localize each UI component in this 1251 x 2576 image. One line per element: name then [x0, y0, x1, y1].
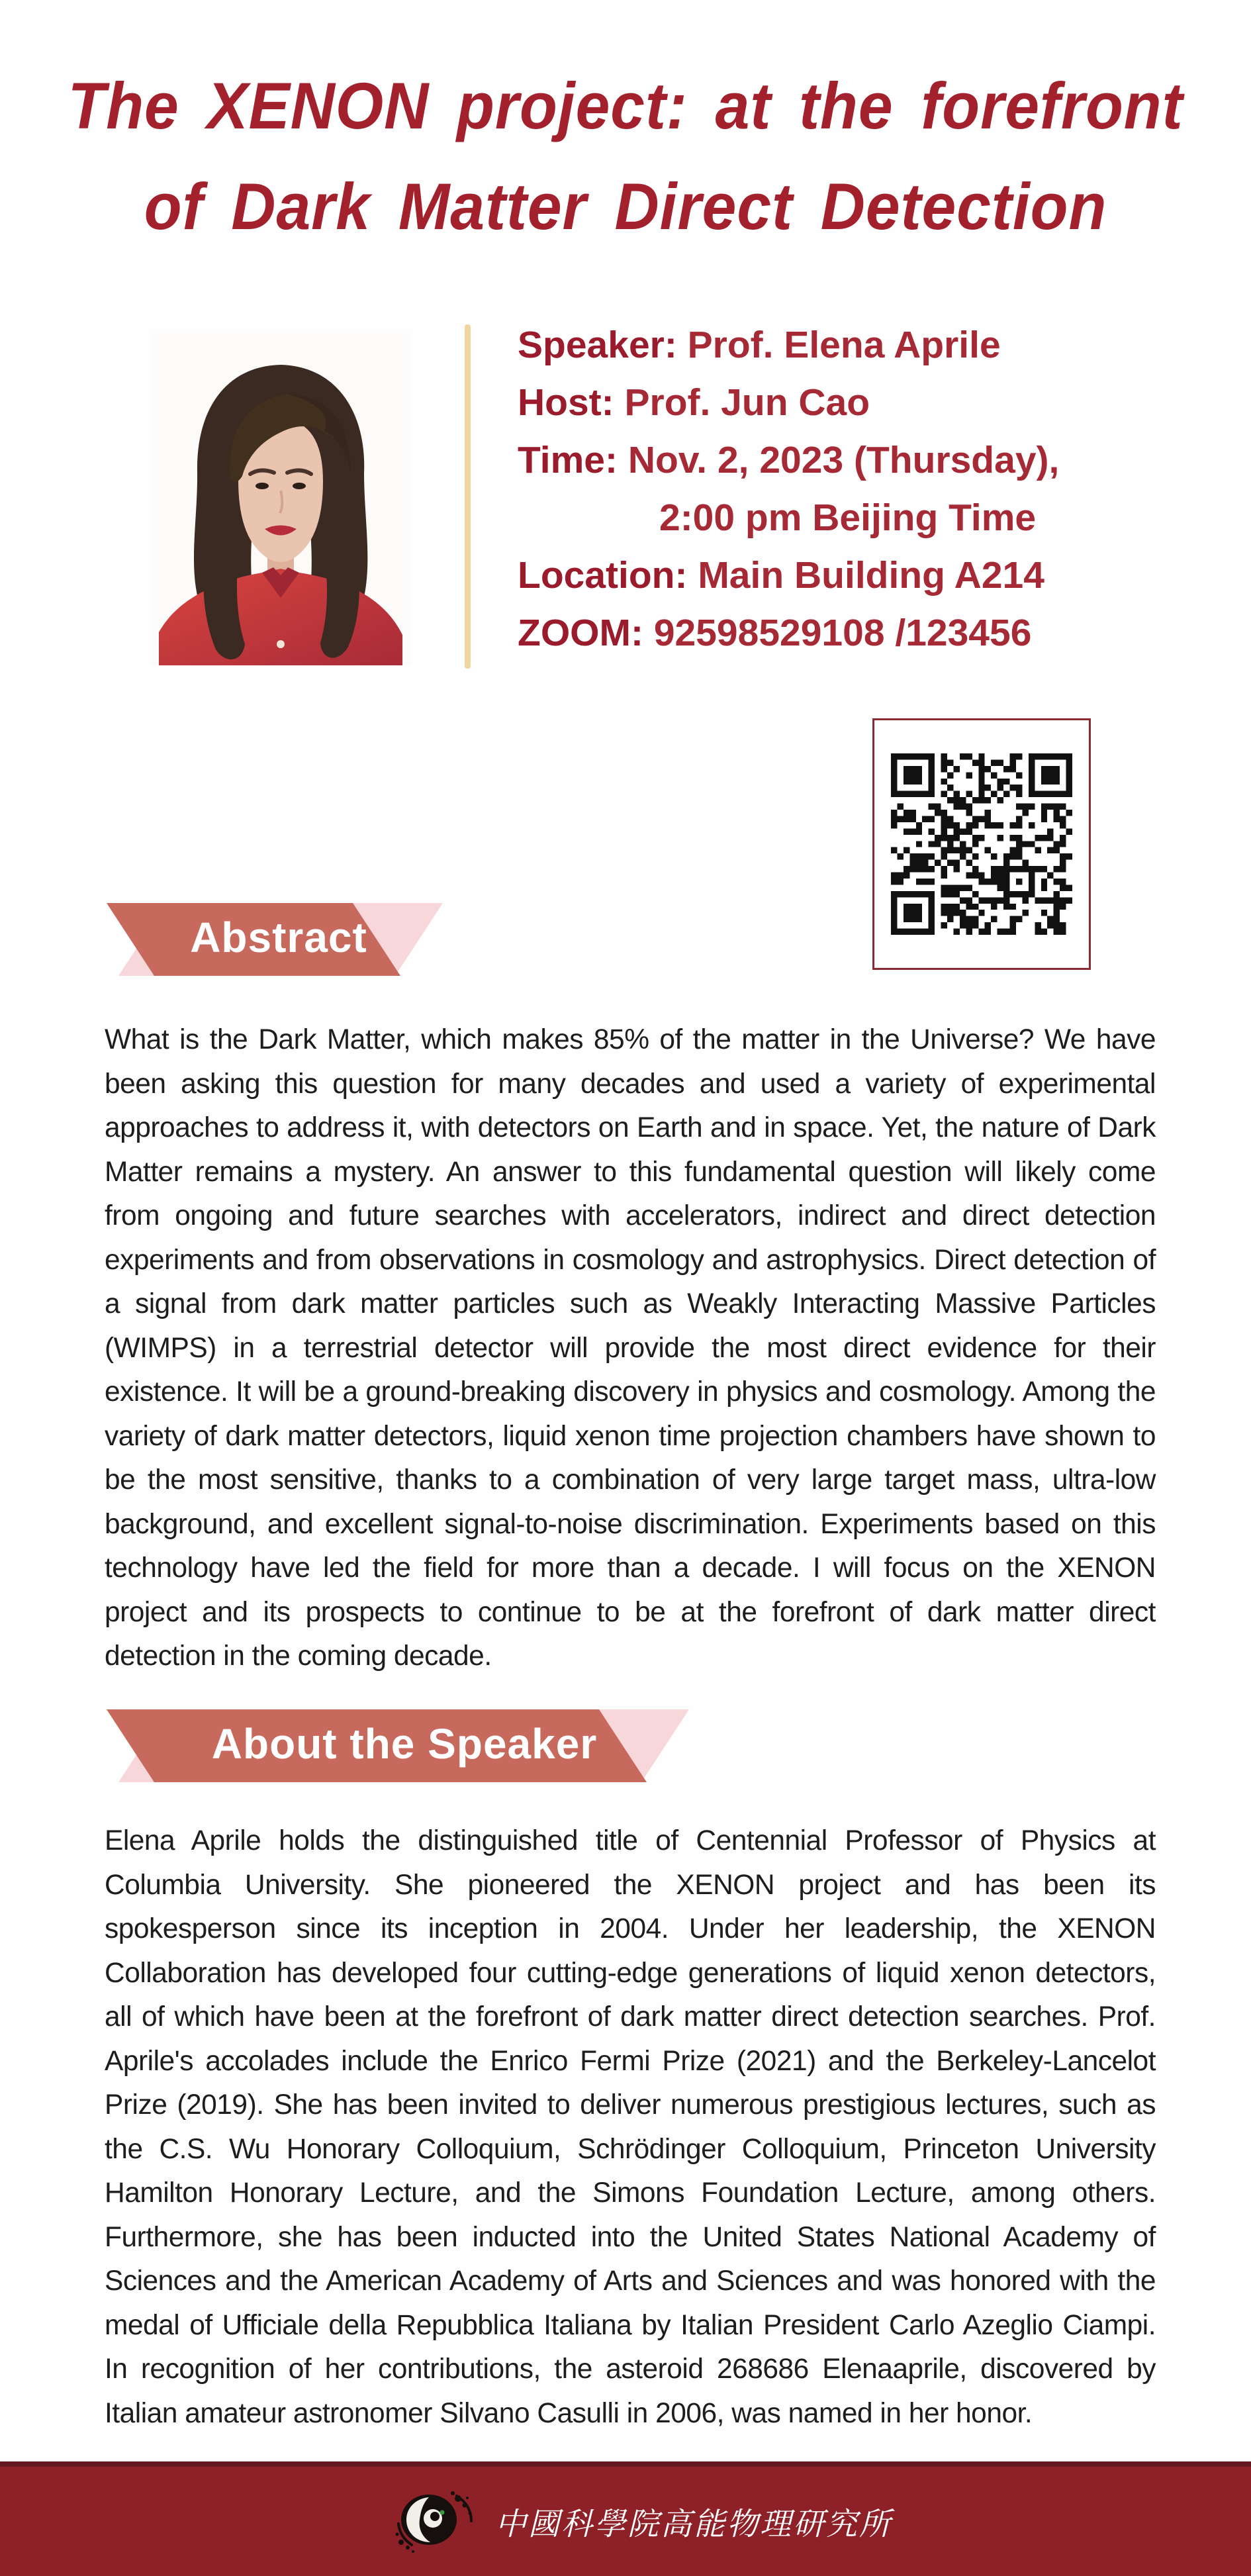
about-paragraph: Elena Aprile holds the distinguished title of Centennial Professor of Physics at Columbia University. She pioneered the XENON project and has been its spokesperson since its inception in 2004. Under her leadership, the XENON Collaboration has developed four cutting-edge generations of liquid xenon detectors, all of which have been at the forefront of dark matter direct detection searches. Prof. Aprile's accolades include the Enrico Fermi Prize (2021) and the Berkeley-Lancelot Prize (2019). She has been invited to deliver numerous prestigious lectures, such as the C.S. Wu Honorary Colloquium, Schrödinger Colloquium, Princeton University Hamilton Honorary Lecture, and the Simons Foundation Lecture, among others. Furthermore, she has been inducted into the United States National Academy of Sciences and the American Academy of Arts and Sciences and was honored with the medal of Ufficiale della Repubblica Italiana by Italian President Carlo Azeglio Ciampi. In recognition of her contributions, the asteroid 268686 Elenaaprile, discovered by Italian amateur astronomer Silvano Casulli in 2006, was named in her honor. — [105, 1825, 1156, 2429]
time-line — [518, 432, 1186, 489]
speaker-value: Prof. Elena Aprile — [687, 324, 1001, 366]
footer-band — [0, 2461, 1251, 2576]
vertical-divider — [465, 324, 471, 669]
zoom-label: ZOOM: — [518, 612, 643, 654]
time-line-2 — [518, 489, 1186, 547]
qr-code-icon — [891, 753, 1072, 935]
location-line — [518, 547, 1186, 604]
host-line — [518, 374, 1186, 432]
time-value-2: 2:00 pm Beijing Time — [659, 497, 1037, 539]
poster-title — [0, 56, 1251, 257]
time-label: Time: — [518, 439, 618, 481]
host-label: Host: — [518, 381, 614, 424]
qr-code — [872, 718, 1091, 970]
zoom-value: 92598529108 /123456 — [653, 612, 1032, 654]
about-section-ribbon — [107, 1705, 689, 1786]
speaker-photo — [151, 333, 410, 665]
speaker-label: Speaker: — [518, 324, 677, 366]
institute-name: 中國科學院高能物理研究所 — [495, 2506, 892, 2542]
title-line-2: of Dark Matter Direct Detection — [144, 169, 1107, 243]
speaker-line — [518, 316, 1186, 374]
abstract-heading: Abstract — [190, 914, 367, 961]
title-line-1: The XENON project: at the forefront — [68, 69, 1183, 142]
host-value: Prof. Jun Cao — [624, 381, 870, 424]
zoom-line — [518, 604, 1186, 662]
abstract-paragraph: What is the Dark Matter, which makes 85% of the matter in the Universe? We have been asking this question for many decades and used a variety of experimental approaches to address it, with detectors on Earth and in space. Yet, the nature of Dark Matter remains a mystery. An answer to this fundamental question will likely come from ongoing and future searches with accelerators, indirect and direct detection experiments and from observations in cosmology and astrophysics. Direct detection of a signal from dark matter particles such as Weakly Interacting Massive Particles (WIMPS) in a terrestrial detector will provide the most direct evidence for their existence. It will be a ground-breaking discovery in physics and cosmology. Among the variety of dark matter detectors, liquid xenon time projection chambers have shown to be the most sensitive, thanks to a combination of very large target mass, ultra-low background, and excellent signal-to-noise discrimination. Experiments based on this technology have led the field for more than a decade. I will focus on the XENON project and its prospects to continue to be at the forefront of dark matter direct detection in the coming decade. — [105, 1024, 1156, 1672]
seminar-info — [518, 316, 1186, 662]
about-heading: About the Speaker — [211, 1720, 598, 1768]
location-label: Location: — [518, 554, 688, 596]
ihep-swirl-logo-icon — [389, 2480, 482, 2558]
time-value: Nov. 2, 2023 (Thursday), — [627, 439, 1060, 481]
location-value: Main Building A214 — [698, 554, 1044, 596]
abstract-section-ribbon — [107, 899, 443, 980]
portrait-photo-icon — [151, 333, 410, 665]
